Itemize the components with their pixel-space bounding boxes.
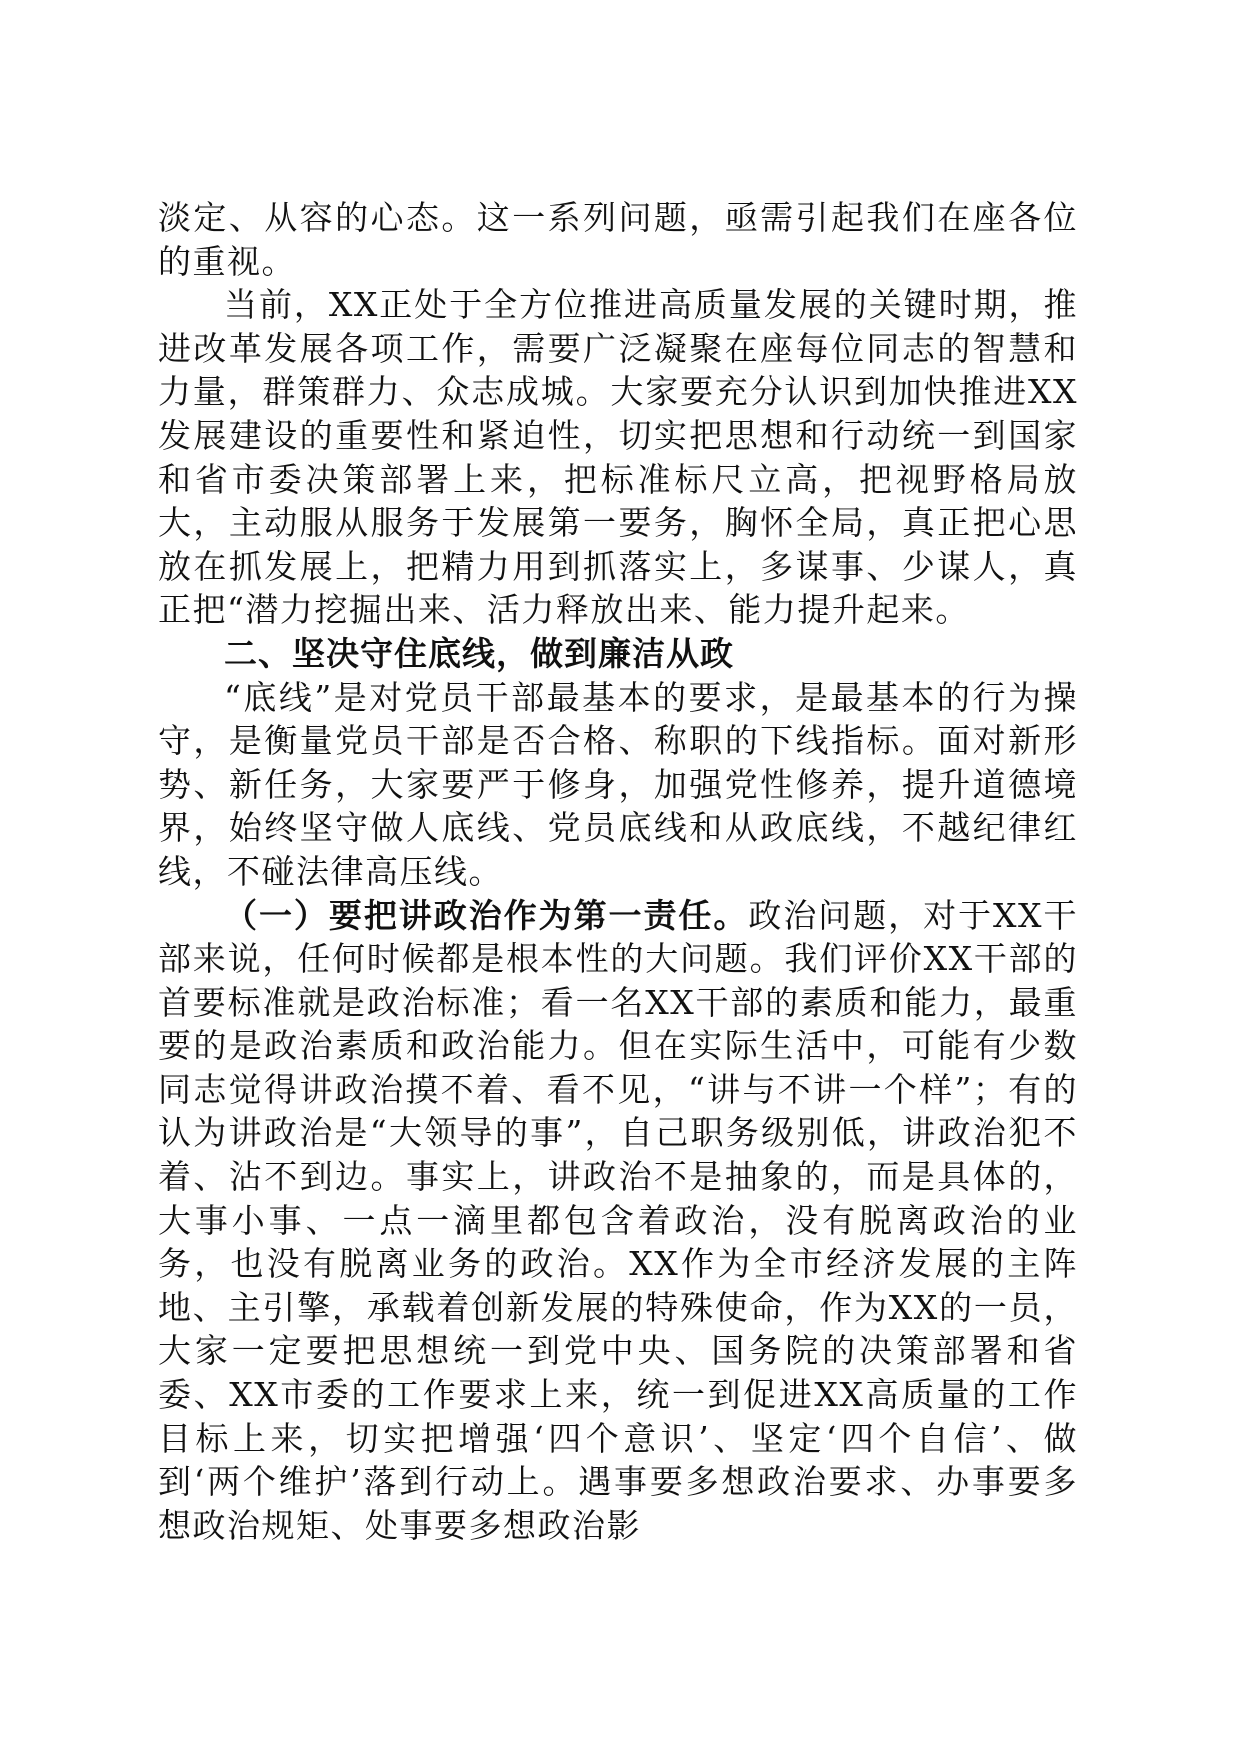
document-body bbox=[158, 196, 1078, 1547]
paragraph-continued: 淡定、从容的心态。这一系列问题，亟需引起我们在座各位的重视。 bbox=[158, 198, 1078, 281]
subsection-lead-1: （一）要把讲政治作为第一责任。 bbox=[224, 895, 749, 935]
paragraph-politics-body: 政治问题，对于XX干部来说，任何时候都是根本性的大问题。我们评价XX干部的首要标准就是政治标准；看一名XX干部的素质和能力，最重要的是政治素质和政治能力。但在实际生活中，可能有少数同志觉得讲政治摸不着、看不见，“讲与不讲一个样”；有的认为讲政治是“大领导的事”，自己职务级别低，讲政治犯不着、沾不到边。事实上，讲政治不是抽象的，而是具体的，大事小事、一点一滴里都包含着政治，没有脱离政治的业务，也没有脱离业务的政治。XX作为全市经济发展的主阵地、主引擎，承载着创新发展的特殊使命，作为XX的一员，大家一定要把思想统一到党中央、国务院的决策部署和省委、XX市委的工作要求上来，统一到促进XX高质量的工作目标上来，切实把增强‘四个意识’、坚定‘四个自信’、做到‘两个维护’落到行动上。遇事要多想政治要求、办事要多想政治规矩、处事要多想政治影 bbox=[158, 895, 1078, 1545]
paragraph-politics bbox=[158, 894, 1078, 1548]
paragraph-development: 当前，XX正处于全方位推进高质量发展的关键时期，推进改革发展各项工作，需要广泛凝聚在座每位同志的智慧和力量，群策群力、众志成城。大家要充分认识到加快推进XX发展建设的重要性和紧迫性，切实把思想和行动统一到国家和省市委决策部署上来，把标准标尺立高，把视野格局放大，主动服从服务于发展第一要务，胸怀全局，真正把心思放在抓发展上，把精力用到抓落实上，多谋事、少谋人，真正把“潜力挖掘出来、活力释放出来、能力提升起来。 bbox=[158, 285, 1078, 630]
section-heading-2: 二、坚决守住底线，做到廉洁从政 bbox=[224, 633, 734, 673]
paragraph-bottom-line: “底线”是对党员干部最基本的要求，是最基本的行为操守，是衡量党员干部是否合格、称职的下线指标。面对新形势、新任务，大家要严于修身，加强党性修养，提升道德境界，始终坚守做人底线、党员底线和从政底线，不越纪律红线，不碰法律高压线。 bbox=[158, 677, 1078, 891]
